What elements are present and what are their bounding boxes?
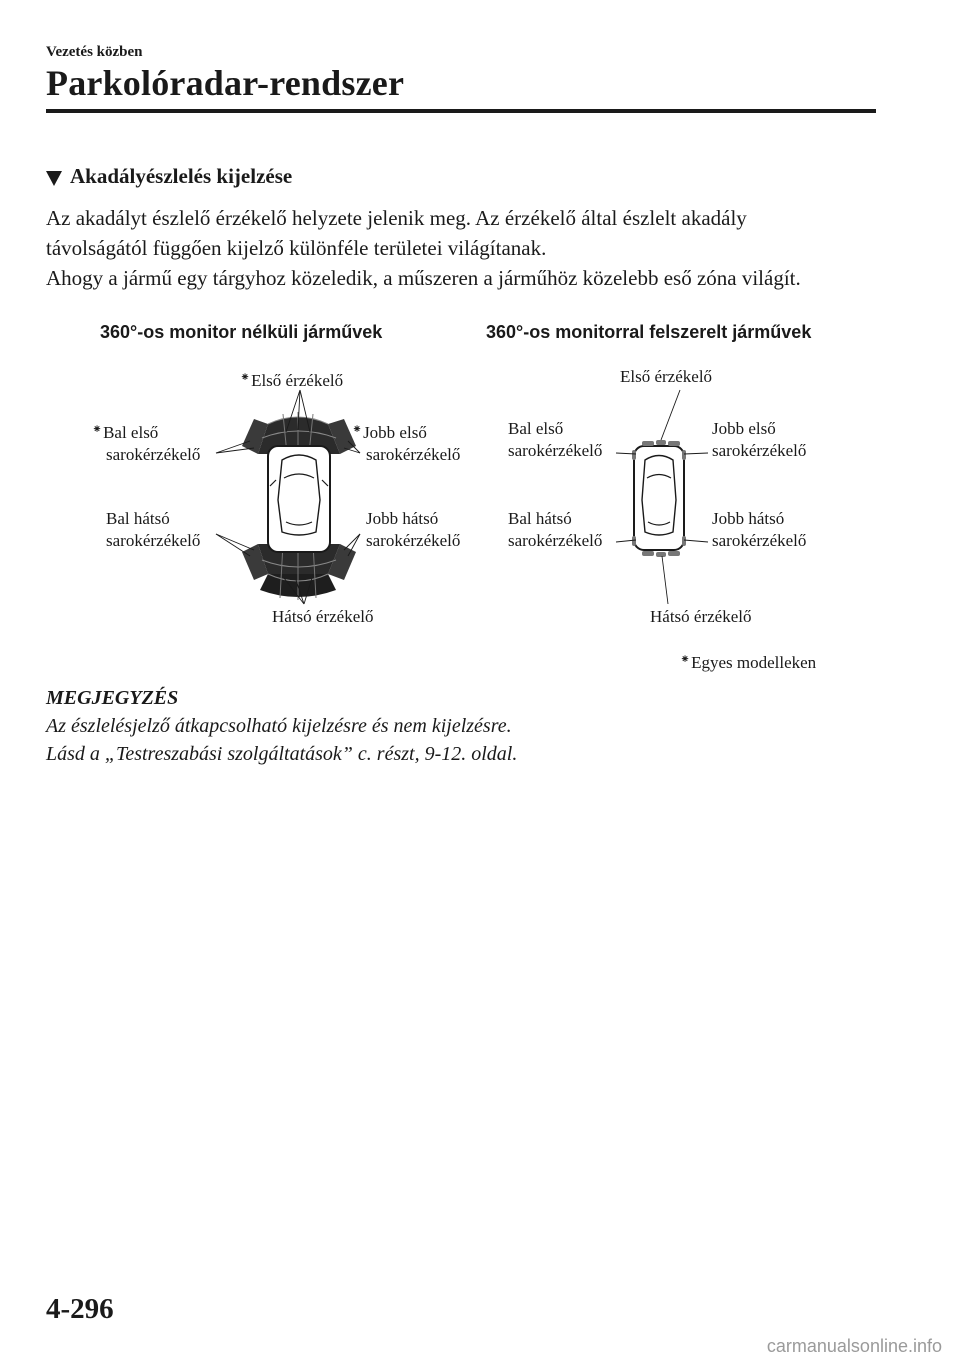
figure-heading-right: 360°-os monitorral felszerelt járművek <box>486 322 812 342</box>
label-front-sensor: ⁕Első érzékelő <box>240 370 344 390</box>
note-text <box>46 712 517 768</box>
asterisk-icon: ⁕ <box>240 370 251 384</box>
label-rear-sensor: Hátsó érzékelő <box>650 607 752 626</box>
note-title: MEGJEGYZÉS <box>46 687 179 709</box>
watermark: carmanualsonline.info <box>766 1336 942 1356</box>
note-line: Lásd a „Testreszabási szolgáltatások” c. részt, 9-12. oldal. <box>46 743 518 765</box>
label-front-left-corner-sensor: Bal első sarokérzékelő <box>508 419 603 460</box>
note-line: Az észlelésjelző átkapcsolható kijelzésre és nem kijelzésre. <box>46 715 512 737</box>
label-front-right-corner-sensor: Jobb első sarokérzékelő <box>712 419 807 460</box>
section-heading-text: Akadályészlelés kijelzése <box>70 164 293 188</box>
car-top-view-icon <box>268 446 330 552</box>
page-title: Parkolóradar-rendszer <box>46 63 405 103</box>
label-front-right-corner-sensor: ⁕Jobb első sarokérzékelő <box>352 422 461 464</box>
paragraph-line: Az akadályt észlelő érzékelő helyzete jelenik meg. Az érzékelő által észlelt akadály <box>46 206 747 230</box>
asterisk-icon: ⁕ <box>352 422 363 436</box>
car-top-view-monitor-icon <box>634 446 684 550</box>
breadcrumb: Vezetés közben <box>46 44 143 60</box>
label-rear-right-corner-sensor: Jobb hátsó sarokérzékelő <box>712 509 807 550</box>
paragraph-line: Ahogy a jármű egy tárgyhoz közeledik, a műszeren a járműhöz közelebb eső zóna világít. <box>46 266 801 290</box>
page-number: 4-296 <box>46 1293 114 1325</box>
label-rear-sensor: Hátsó érzékelő <box>272 607 374 626</box>
asterisk-icon: ⁕ <box>680 652 691 666</box>
asterisk-icon: ⁕ <box>92 422 103 436</box>
label-rear-right-corner-sensor: Jobb hátsó sarokérzékelő <box>366 509 461 550</box>
label-rear-left-corner-sensor: Bal hátsó sarokérzékelő <box>508 509 603 550</box>
footnote: ⁕Egyes modelleken <box>680 652 817 672</box>
paragraph-line: távolságától függően kijelző különféle területei világítanak. <box>46 236 547 260</box>
label-front-sensor: Első érzékelő <box>620 367 713 386</box>
figure-heading-left: 360°-os monitor nélküli járművek <box>100 322 383 342</box>
label-rear-left-corner-sensor: Bal hátsó sarokérzékelő <box>106 509 201 550</box>
label-front-left-corner-sensor: ⁕Bal első sarokérzékelő <box>92 422 201 464</box>
